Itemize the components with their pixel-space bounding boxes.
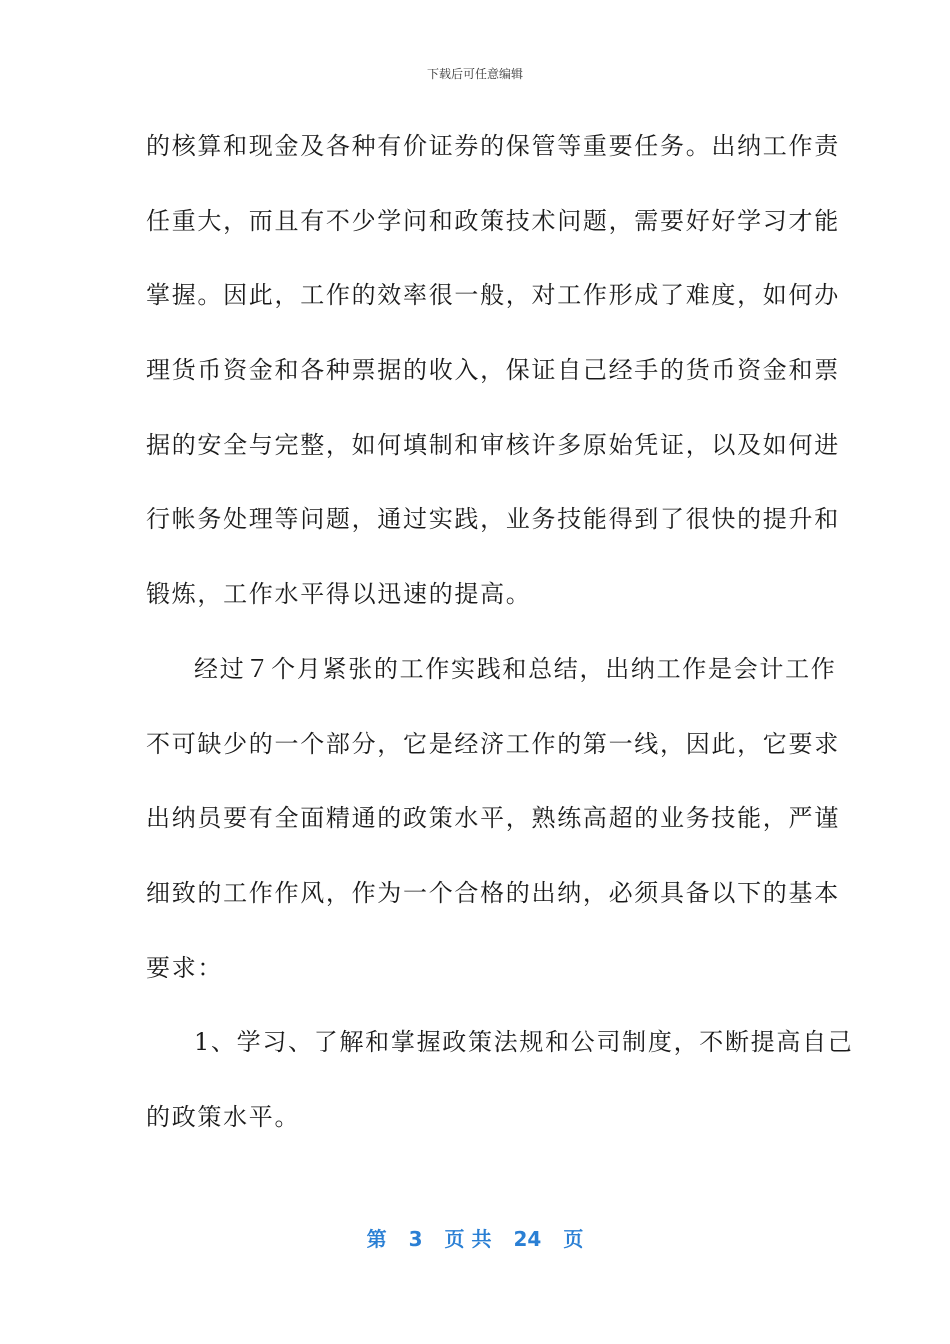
- body-line-12: 要求：: [146, 953, 224, 982]
- body-line-5: 据的安全与完整，如何填制和审核许多原始凭证，以及如何进: [146, 430, 840, 459]
- body-line-2: 任重大，而且有不少学问和政策技术问题，需要好好学习才能: [146, 206, 840, 235]
- body-line-11: 细致的工作作风，作为一个合格的出纳，必须具备以下的基本: [146, 878, 840, 907]
- body-line-4: 理货币资金和各种票据的收入，保证自己经手的货币资金和票: [146, 356, 840, 385]
- body-line-6: 行帐务处理等问题，通过实践，业务技能得到了很快的提升和: [146, 505, 840, 534]
- document-body: [146, 120, 854, 1166]
- page-number-footer: [0, 1225, 950, 1253]
- body-line-3: 掌握。因此，工作的效率很一般，对工作形成了难度，如何办: [146, 281, 840, 310]
- body-line-10: 出纳员要有全面精通的政策水平，熟练高超的业务技能，严谨: [146, 804, 840, 833]
- body-line-1: 的核算和现金及各种有价证券的保管等重要任务。出纳工作责: [146, 132, 840, 160]
- body-line-14: 的政策水平。: [146, 1102, 301, 1131]
- body-line-13: 1、学习、了解和掌握政策法规和公司制度，不断提高自己: [194, 1028, 854, 1057]
- body-line-7: 锻炼，工作水平得以迅速的提高。: [146, 580, 532, 609]
- total-pages-number: 24: [513, 1227, 542, 1251]
- footer-suffix: 页: [563, 1227, 584, 1251]
- footer-middle: 页 共: [444, 1227, 492, 1251]
- footer-prefix: 第: [366, 1227, 387, 1251]
- header-note: 下载后可任意编辑: [426, 67, 523, 81]
- body-line-9: 不可缺少的一个部分，它是经济工作的第一线，因此，它要求: [146, 729, 840, 758]
- body-line-8: 经过７个月紧张的工作实践和总结，出纳工作是会计工作: [194, 654, 837, 683]
- current-page-number: 3: [408, 1227, 423, 1251]
